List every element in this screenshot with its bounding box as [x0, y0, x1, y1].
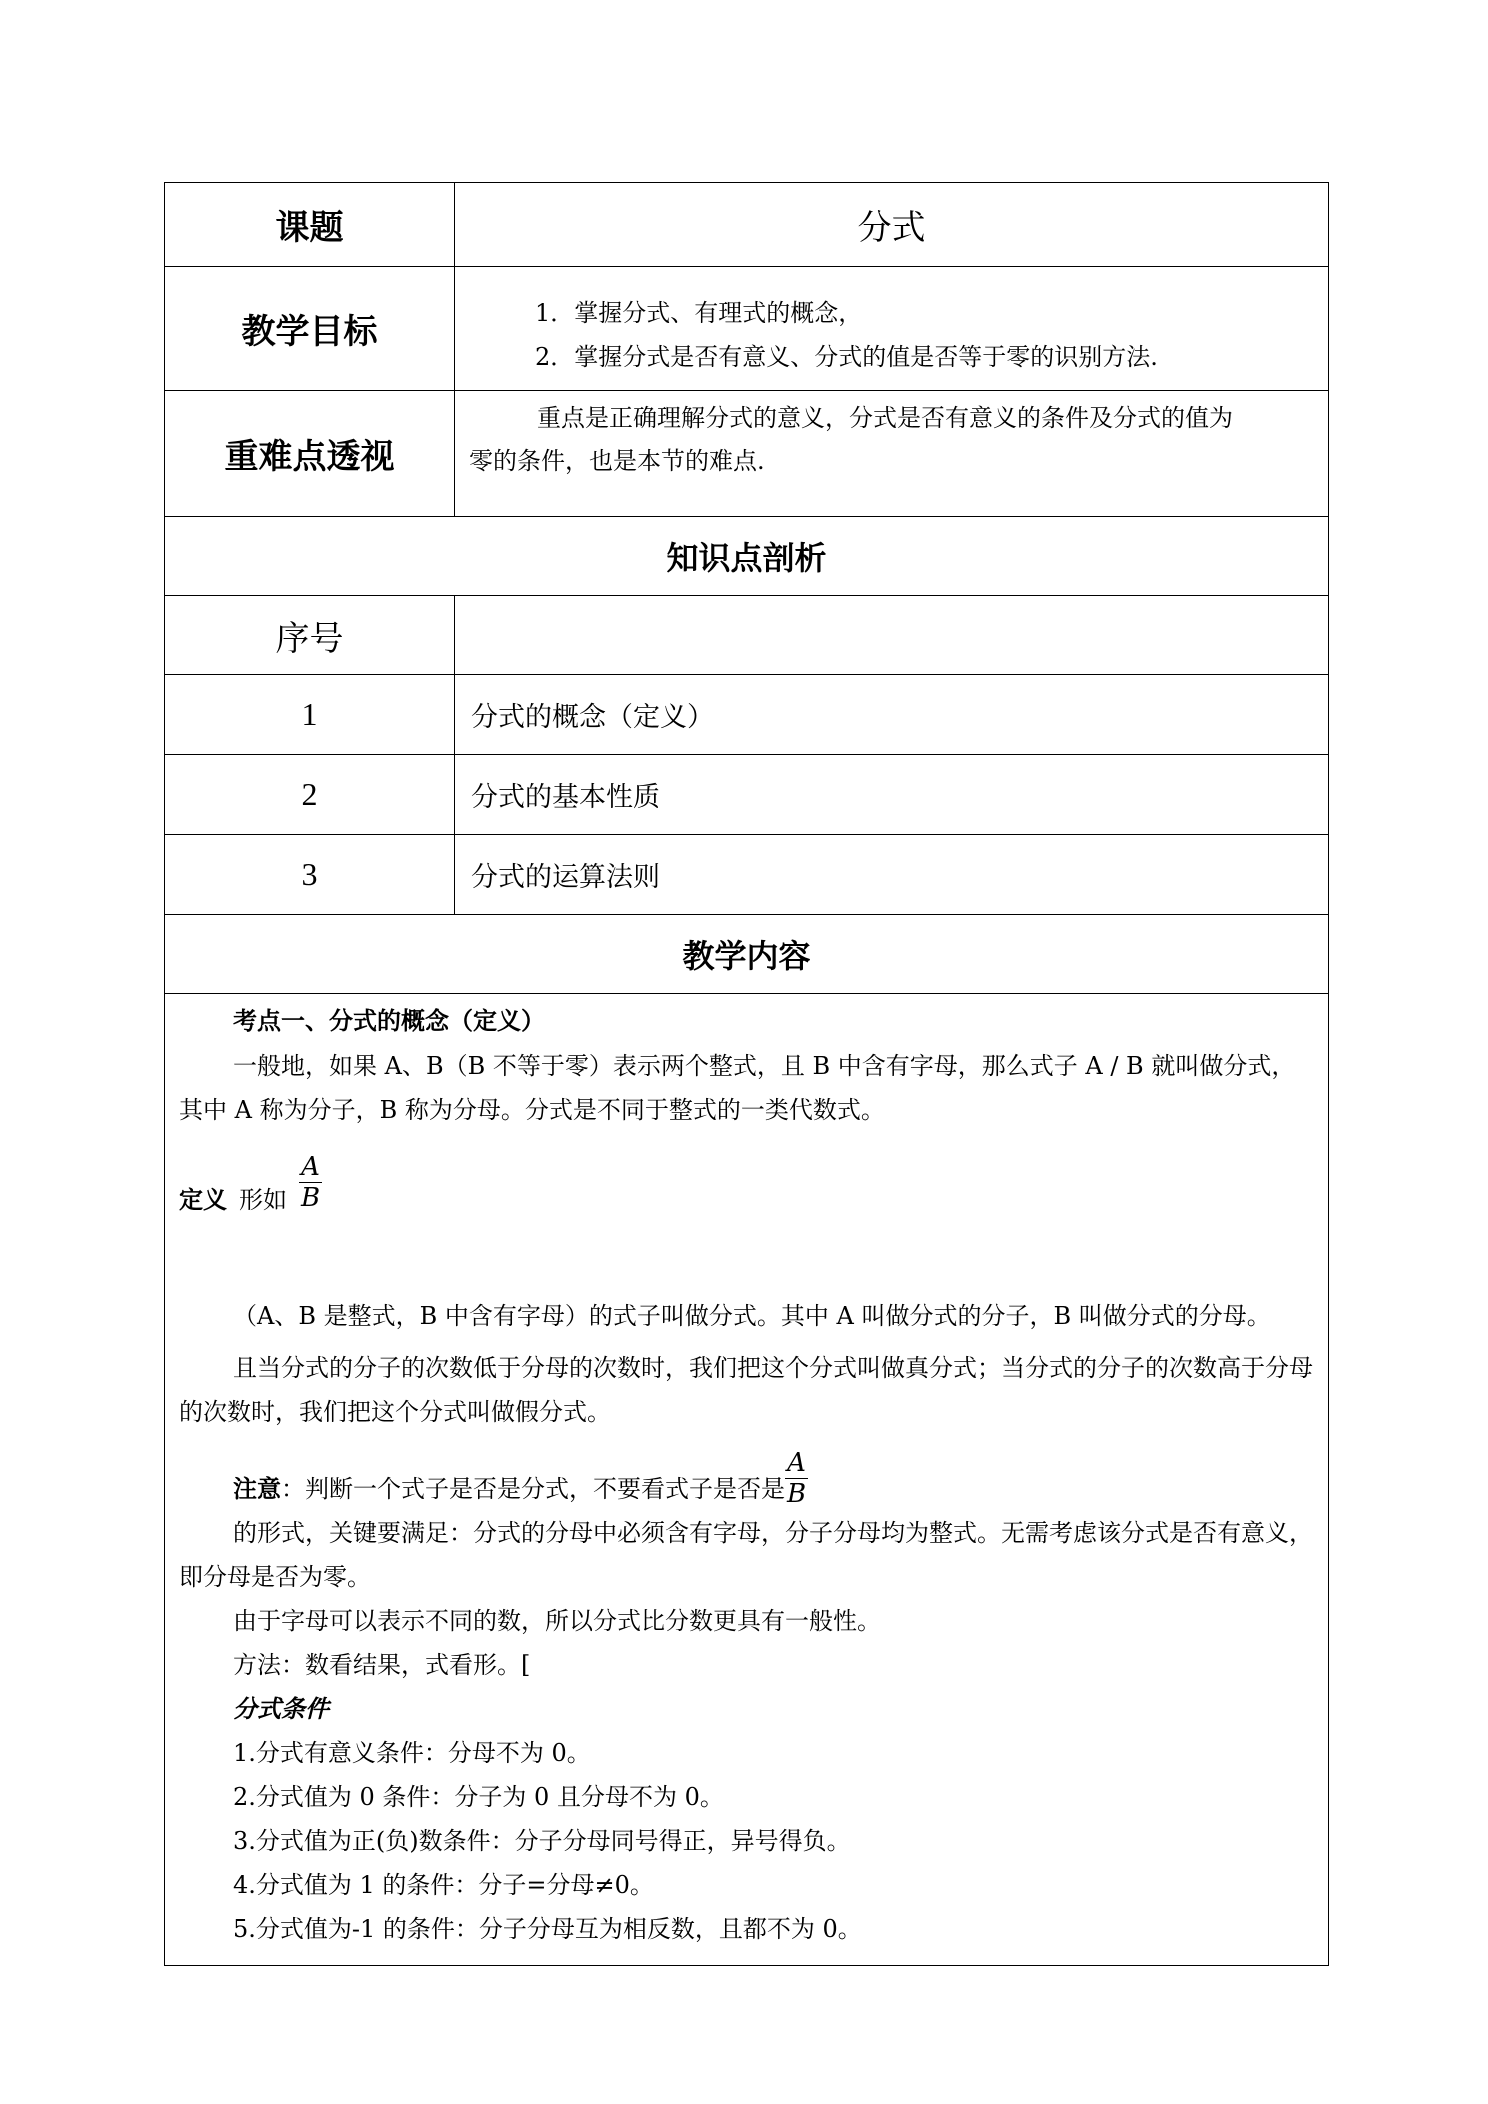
difficulty-text-1: 重点是正确理解分式的意义，分式是否有意义的条件及分式的值为 [537, 404, 1233, 432]
fraction-numerator: A [301, 1151, 320, 1182]
fraction-denominator: B [787, 1479, 807, 1509]
difficulty-row [165, 391, 1329, 517]
point-title: 考点一、分式的概念（定义） [233, 1008, 545, 1035]
knowledge-row-text: 分式的运算法则 [455, 835, 1329, 915]
lesson-page [164, 182, 1328, 1966]
fraction-denominator: B [301, 1182, 321, 1213]
knowledge-row [165, 755, 1329, 835]
topic-value: 分式 [455, 183, 1329, 267]
note-line [179, 1448, 1314, 1511]
knowledge-banner: 知识点剖析 [165, 517, 1329, 596]
condition-item: 2.分式值为 0 条件：分子为 0 且分母不为 0。 [233, 1783, 724, 1811]
goals-cell [455, 267, 1329, 391]
definition-paragraph: （A、B 是整式，B 中含有字母）的式子叫做分式。其中 A 叫做分式的分子，B 叫做分式的分母。 [233, 1302, 1271, 1330]
teaching-banner-row [165, 915, 1329, 994]
condition-item: 4.分式值为 1 的条件：分子=分母≠0。 [233, 1871, 654, 1899]
knowledge-row-num: 3 [165, 835, 455, 915]
method-paragraph: 方法：数看结果，式看形。[ [233, 1651, 531, 1679]
difficulty-cell [455, 391, 1329, 517]
teaching-content [165, 994, 1329, 1966]
teaching-banner: 教学内容 [165, 915, 1329, 994]
note-label: 注意 [233, 1474, 281, 1503]
condition-item: 3.分式值为正(负)数条件：分子分母同号得正，异号得负。 [233, 1827, 851, 1855]
definition-label: 定义 [179, 1185, 227, 1214]
note-text: ：判断一个式子是否是分式，不要看式子是否是 [281, 1475, 785, 1503]
generality-paragraph: 由于字母可以表示不同的数，所以分式比分数更具有一般性。 [233, 1607, 881, 1635]
knowledge-row-text: 分式的基本性质 [455, 755, 1329, 835]
knowledge-row [165, 835, 1329, 915]
fraction-a-over-b [299, 1152, 322, 1213]
knowledge-row-num: 2 [165, 755, 455, 835]
fraction-a-over-b [785, 1448, 808, 1509]
teaching-content-row [165, 994, 1329, 1966]
goals-label: 教学目标 [165, 267, 455, 391]
proper-fraction-paragraph: 且当分式的分子的次数低于分母的次数时，我们把这个分式叫做真分式；当分式的分子的次数高于分母的次数时，我们把这个分式叫做假分式。 [179, 1354, 1313, 1426]
knowledge-row [165, 675, 1329, 755]
index-value [455, 596, 1329, 675]
knowledge-banner-row [165, 517, 1329, 596]
goals-row [165, 267, 1329, 391]
definition-text: 形如 [239, 1186, 287, 1214]
form-paragraph: 的形式，关键要满足：分式的分母中必须含有字母，分子分母均为整式。无需考虑该分式是否有意义，即分母是否为零。 [179, 1519, 1313, 1591]
condition-item: 5.分式值为-1 的条件：分子分母互为相反数，且都不为 0。 [233, 1915, 862, 1943]
condition-item: 1.分式有意义条件：分母不为 0。 [233, 1739, 591, 1767]
knowledge-row-text: 分式的概念（定义） [455, 675, 1329, 755]
fraction-numerator: A [787, 1448, 806, 1478]
index-row [165, 596, 1329, 675]
index-label: 序号 [165, 596, 455, 675]
conditions-title: 分式条件 [233, 1694, 329, 1723]
definition-line [179, 1151, 1314, 1240]
goal-item: 2．掌握分式是否有意义、分式的值是否等于零的识别方法. [535, 343, 1158, 371]
difficulty-text-2: 零的条件，也是本节的难点. [469, 447, 765, 475]
knowledge-row-num: 1 [165, 675, 455, 755]
goal-item: 1．掌握分式、有理式的概念， [535, 299, 863, 327]
topic-row [165, 183, 1329, 267]
lesson-table [164, 182, 1329, 1966]
difficulty-label: 重难点透视 [165, 391, 455, 517]
topic-label: 课题 [165, 183, 455, 267]
concept-paragraph: 一般地，如果 A、B（B 不等于零）表示两个整式，且 B 中含有字母，那么式子 A / B 就叫做分式，其中 A 称为分子，B 称为分母。分式是不同于整式的一类代数式。 [179, 1052, 1296, 1124]
